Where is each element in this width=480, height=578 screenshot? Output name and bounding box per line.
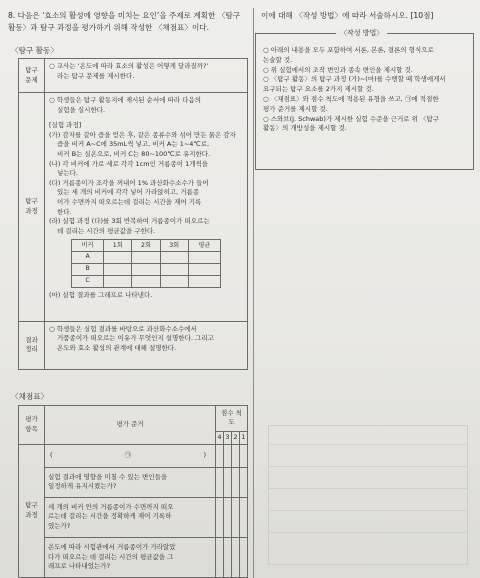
result-row-b: B [72, 264, 104, 276]
result-header-trial-3: 3회 [160, 240, 188, 252]
bleed-through-table [268, 425, 468, 565]
step-ma: (마) 실험 결과를 그래프로 나타낸다. [49, 291, 153, 300]
rubric-header-area: 평가 항목 [19, 406, 45, 445]
row-header-result: 결과 정리 [19, 321, 45, 369]
method-title: 〈작성 방법〉 [336, 29, 387, 39]
experiment-title: [실험 과정] [49, 121, 82, 130]
row-header-process: 탐구 과정 [19, 93, 45, 322]
result-row-c: C [72, 276, 104, 288]
step-da-2: 있는 세 개의 비커에 각각 넣어 가라앉히고, 거름종 [57, 188, 200, 197]
result-header-average: 평균 [188, 240, 220, 252]
question-intro [8, 10, 248, 33]
score-1: 1 [240, 431, 248, 444]
step-ga-2: 즙을 비커 A~C에 35mL씩 넣고, 비커 A는 1~4℃로, [57, 140, 210, 149]
step-na-1: (나) 각 비커에 가로 세로 각각 1cm인 거름종이 1개씩을 [49, 159, 209, 168]
method-item-1b: 논술할 것. [263, 55, 293, 64]
result-cell: ○ 학생들은 실험 결과를 바탕으로 과산화수소수에서 거품종이가 떠오르는 이유가 무엇인지 설명한다. 그리고 온도와 효소 활성의 관계에 대해 설명한다. [45, 321, 248, 369]
rubric-blank-row: ( ㉠ ) [45, 444, 216, 467]
rubric-label: 〈채점표〉 [11, 392, 49, 401]
result-header-trial-2: 2회 [132, 240, 160, 252]
result-table [71, 239, 221, 288]
step-ra-1: (라) 실험 과정 (다)를 3회 반복하여 거름종이가 떠오르는 [49, 217, 210, 226]
intro-line-1: 8. 다음은 ‘효소의 활성에 영향을 미치는 요인’을 주제로 계획한 〈탐구 [8, 11, 241, 20]
method-item-4b: 평가 준거를 제시할 것. [263, 104, 328, 113]
result-row-a: A [72, 252, 104, 264]
result-header-beaker: 비커 [72, 240, 104, 252]
step-ga-1: (가) 감자를 갈아 즙을 얻은 후, 같은 종류수와 섞어 만든 묽은 감자 [49, 130, 236, 139]
method-item-5a: ○ 스와브(J. Schwab)가 제시한 실험 수준을 근거로 위 〈탐구 [263, 114, 440, 123]
process-cell: ○ 학생들은 탐구 활동지에 제시된 순서에 따라 다음의 실험을 실시한다. [실험 과정] (가) 감자를 갈아 즙을 얻은 후, 같은 종류수와 섞어 만든 묽은 감자 즙을 비커 A~C에 35mL씩 넣고, 비커 A는 1~4℃로, 비커 B는 실온으로, 비커 C는 80~100℃로 유지한다. (나) 각 비커에 가로 세로 각각 1cm인 거름종이 1개씩을 넣는다. (다) 거름종이가 조각을 꺼내어 1% 과산화수소수가 들어 있는 세 개의 비커에 각각 넣어 가라앉히고, 거름종 이가 수면까지 떠오르는데 걸리는 시간을 재어 기록 한다. (라) 실험 과정 (다)를 3회 반복하여 거름종이가 떠오르는 데 걸리는 시간의 평균값을 구한다. 비커 1회 2회 3회 평균 A B C (마) 실험 결과를 그래프로 나타낸다. [45, 93, 248, 322]
step-ga-3: 비커 B는 실온으로, 비커 C는 80~100℃로 유지한다. [57, 150, 211, 159]
method-item-3a: ○ 〈탐구 활동〉의 탐구 과정 (가)~(마)를 수행할 때 학생에게서 [263, 75, 446, 84]
intro-line-2: 활동〉과 탐구 과정을 평가하기 위해 작성한 〈채점표〉이다. [8, 22, 210, 32]
blank-mark: ㉠ [124, 451, 132, 460]
row-header-problem: 탐구 문제 [19, 59, 45, 93]
column-divider [253, 8, 254, 578]
step-da-1: (다) 거름종이가 조각을 꺼내어 1% 과산화수소수가 들어 [49, 178, 209, 187]
method-item-3b: 요구되는 탐구 요소를 2가지 제시할 것. [263, 85, 374, 94]
rubric-header-criteria: 평가 준거 [45, 406, 216, 445]
score-3: 3 [224, 431, 232, 444]
rubric-table [18, 405, 248, 578]
method-item-2: ○ 위 실험에서의 조작 변인과 종속 변인을 제시할 것. [263, 65, 413, 74]
rubric-criterion-2: 세 개의 비커 안의 거름종이가 수면까지 떠오 르는데 걸리는 시간을 정확하게 재어 기록하 였는가? [45, 497, 216, 537]
step-ra-2: 데 걸리는 시간의 평균값을 구한다. [57, 226, 156, 235]
rubric-header-score: 점수 척도 [216, 406, 248, 432]
rubric-criterion-3: 온도에 따라 시험관에서 거름종이가 가라앉았 다가 떠오르는 데 걸리는 시간의 평균값을 그 래프로 나타내었는가? [45, 537, 216, 577]
activity-table [18, 58, 248, 370]
result-header-trial-1: 1회 [104, 240, 132, 252]
activity-label: 〈탐구 활동〉 [11, 46, 58, 55]
right-intro: 이에 대해 〈작성 방법〉에 따라 서술하시오. [10점] [261, 11, 434, 20]
score-4: 4 [216, 431, 224, 444]
method-item-4a: ○ 〈채점표〉와 점수 척도에 적용된 유형을 쓰고, ㉠에 적절한 [263, 94, 439, 103]
step-da-3: 이가 수면까지 떠오르는데 걸리는 시간을 재어 기록 [57, 198, 202, 207]
writing-method-box [255, 29, 474, 170]
method-item-5b: 활동〉의 개방성을 제시할 것. [263, 124, 347, 133]
step-na-2: 넣는다. [57, 169, 78, 178]
score-2: 2 [232, 431, 240, 444]
rubric-criterion-1: 실험 결과에 영향을 미칠 수 있는 변인들을 일정하게 유지시켰는가? [45, 468, 216, 498]
step-da-4: 한다. [57, 207, 72, 216]
problem-cell: ○ 교사는 ‘온도에 따라 효소의 활성은 어떻게 달라질까?’ 라는 탐구 문제를 제시한다. [45, 59, 248, 93]
rubric-area-process: 탐구 과정 [19, 444, 45, 577]
method-item-1a: ○ 아래의 내용을 모두 포함하여 서론, 본론, 결론의 형식으로 [263, 46, 434, 54]
